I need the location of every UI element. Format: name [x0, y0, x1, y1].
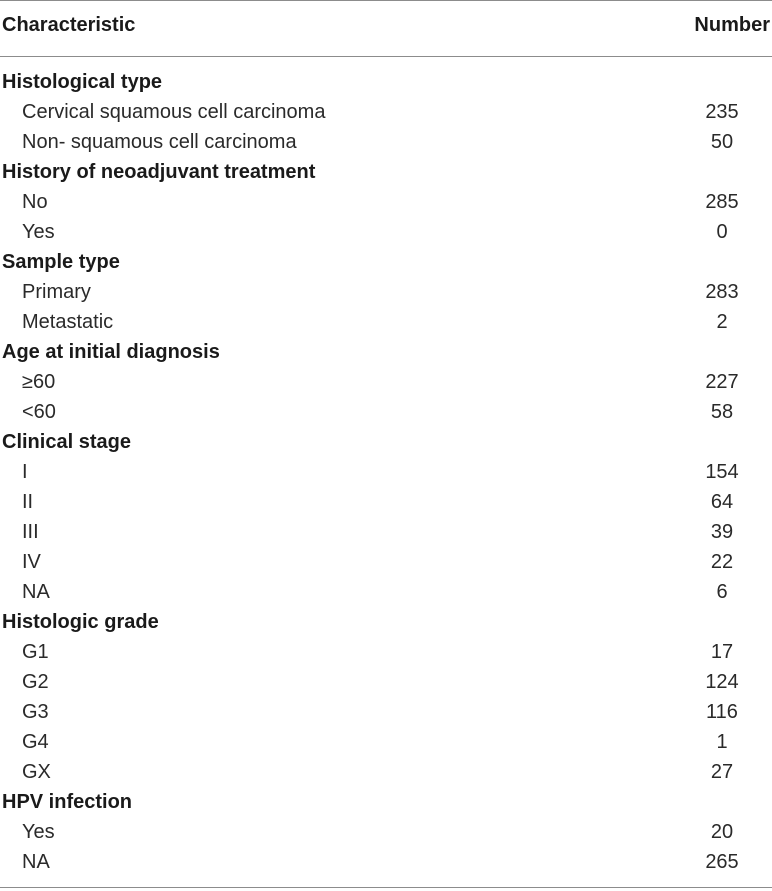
table-body — [0, 68, 772, 878]
row-label: ≥60 — [22, 371, 56, 393]
row-value: 1 — [716, 731, 728, 753]
row-label: Cervical squamous cell carcinoma — [22, 101, 326, 123]
row-value: 22 — [710, 551, 734, 573]
table-row — [0, 98, 772, 128]
row-label: IV — [22, 551, 41, 573]
column-header-number: Number — [694, 14, 770, 36]
row-label: Yes — [22, 821, 55, 843]
row-value: 20 — [710, 821, 734, 843]
row-value: 283 — [705, 281, 739, 303]
section-row — [0, 608, 772, 638]
section-title: HPV infection — [2, 791, 133, 813]
row-label: G1 — [22, 641, 49, 663]
table-row — [0, 638, 772, 668]
row-label: No — [22, 191, 48, 213]
row-label: III — [22, 521, 39, 543]
table-row — [0, 818, 772, 848]
row-value: 124 — [705, 671, 739, 693]
row-label: G2 — [22, 671, 49, 693]
row-value: 6 — [716, 581, 728, 603]
row-value: 265 — [705, 851, 739, 873]
table-row — [0, 848, 772, 878]
row-value: 227 — [705, 371, 739, 393]
row-label: G3 — [22, 701, 49, 723]
row-value: 17 — [710, 641, 734, 663]
section-title: Age at initial diagnosis — [2, 341, 220, 363]
table-header — [0, 0, 772, 56]
table-row — [0, 488, 772, 518]
section-title: Histological type — [2, 71, 163, 93]
row-value: 235 — [705, 101, 739, 123]
bottom-rule — [0, 887, 772, 888]
row-label: NA — [22, 581, 50, 603]
section-row — [0, 428, 772, 458]
row-label: Primary — [22, 281, 91, 303]
row-label: II — [22, 491, 34, 513]
table-row — [0, 368, 772, 398]
table-row — [0, 458, 772, 488]
row-value: 39 — [710, 521, 734, 543]
section-row — [0, 158, 772, 188]
row-label: Metastatic — [22, 311, 114, 333]
row-value: 27 — [710, 761, 734, 783]
row-label: GX — [22, 761, 51, 783]
section-row — [0, 788, 772, 818]
table-row — [0, 728, 772, 758]
row-value: 0 — [716, 221, 728, 243]
table-row — [0, 578, 772, 608]
table-row — [0, 668, 772, 698]
table-row — [0, 518, 772, 548]
row-label: Non- squamous cell carcinoma — [22, 131, 297, 153]
section-row — [0, 338, 772, 368]
table-row — [0, 758, 772, 788]
row-label: NA — [22, 851, 50, 873]
row-value: 116 — [706, 701, 738, 723]
table-row — [0, 398, 772, 428]
column-header-characteristic: Characteristic — [2, 14, 136, 36]
row-label: G4 — [22, 731, 49, 753]
row-value: 285 — [705, 191, 739, 213]
section-title: History of neoadjuvant treatment — [2, 161, 316, 183]
table-row — [0, 218, 772, 248]
table-row — [0, 128, 772, 158]
row-label: Yes — [22, 221, 55, 243]
section-title: Clinical stage — [2, 431, 131, 453]
row-value: 58 — [710, 401, 734, 423]
row-label: I — [22, 461, 28, 483]
header-rule — [0, 56, 772, 57]
row-value: 64 — [710, 491, 734, 513]
table-row — [0, 548, 772, 578]
section-row — [0, 68, 772, 98]
section-title: Histologic grade — [2, 611, 159, 633]
section-title: Sample type — [2, 251, 120, 273]
table-row — [0, 698, 772, 728]
table-row — [0, 188, 772, 218]
row-value: 154 — [705, 461, 739, 483]
row-value: 2 — [716, 311, 728, 333]
section-row — [0, 248, 772, 278]
row-value: 50 — [710, 131, 734, 153]
table-row — [0, 308, 772, 338]
row-label: <60 — [22, 401, 56, 423]
table-row — [0, 278, 772, 308]
